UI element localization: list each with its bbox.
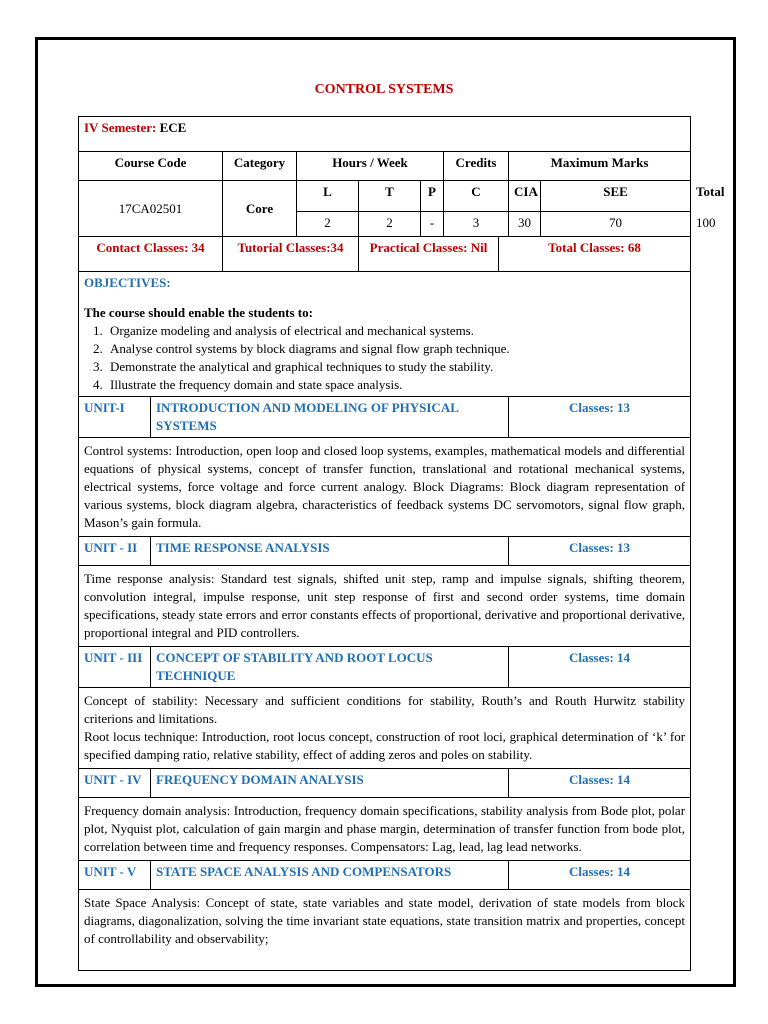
subheader-cia: CIA <box>509 181 541 212</box>
objective-item: 3. Demonstrate the analytical and graphical techniques to study the stability. <box>106 358 685 376</box>
objective-item: 4. Illustrate the frequency domain and state space analysis. <box>106 376 685 394</box>
unit-5-header <box>79 861 691 890</box>
unit-1-label: UNIT-I <box>79 397 151 438</box>
unit-1-title: INTRODUCTION AND MODELING OF PHYSICAL SYSTEMS <box>151 397 509 438</box>
subheader-row: 17CA02501 Core L T P C CIA SEE Total <box>79 181 691 212</box>
unit-2-content: Time response analysis: Standard test signals, shifted unit step, ramp and impulse signals, shifting theorem, convolution integral, impulse response, unit step response of first and second order systems, time domain specifications, steady state errors and error constants effects of proportional, derivative and proportional derivative, proportional integral and PID controllers. <box>79 566 691 647</box>
page-title: CONTROL SYSTEMS <box>314 82 454 97</box>
header-course-code: Course Code <box>79 152 223 181</box>
unit-3-header <box>79 647 691 688</box>
value-c: 3 <box>444 212 509 237</box>
value-cia: 30 <box>509 212 541 237</box>
unit-5-content: State Space Analysis: Concept of state, state variables and state model, derivation of state models from block diagrams, diagonalization, solving the time invariant state equations, state transition matrix and properties, concept of controllability and observability; <box>79 890 691 971</box>
unit-4-content: Frequency domain analysis: Introduction, frequency domain specifications, stability analysis from Bode plot, polar plot, Nyquist plot, calculation of gain margin and phase margin, determination of transfer function from bode plot, correlation between time and frequency responses. Compensators: Lag, lead, lag lead networks. <box>79 798 691 861</box>
subheader-see: SEE <box>541 181 691 212</box>
header-hours-week: Hours / Week <box>297 152 444 181</box>
objectives-list <box>84 322 685 394</box>
value-t: 2 <box>359 212 421 237</box>
unit-1-content-row <box>79 438 691 537</box>
unit-4-title: FREQUENCY DOMAIN ANALYSIS <box>151 769 509 798</box>
unit-2-title: TIME RESPONSE ANALYSIS <box>151 537 509 566</box>
unit-5-classes: Classes: 14 <box>509 861 691 890</box>
subheader-p: P <box>421 181 444 212</box>
value-see: 70 <box>541 212 691 237</box>
unit-2-header <box>79 537 691 566</box>
unit-2-classes: Classes: 13 <box>509 537 691 566</box>
tutorial-classes: Tutorial Classes:34 <box>223 237 359 272</box>
objective-item: 2. Analyse control systems by block diagrams and signal flow graph technique. <box>106 340 685 358</box>
header-category: Category <box>223 152 297 181</box>
practical-classes: Practical Classes: Nil <box>359 237 499 272</box>
unit-3-content-2: Root locus technique: Introduction, root locus concept, construction of root loci, graphical determination of ‘k’ for specified damping ratio, relative stability, effect of adding zeros and poles on stability. <box>84 729 686 762</box>
semester-row <box>79 117 691 152</box>
classes-row <box>79 237 691 272</box>
unit-3-content: Concept of stability: Necessary and sufficient conditions for stability, Routh’s and Routh Hurwitz stability criterions and limitations. <box>84 693 686 726</box>
unit-2-content-row <box>79 566 691 647</box>
unit-4-classes: Classes: 14 <box>509 769 691 798</box>
objective-item: 1. Organize modeling and analysis of electrical and mechanical systems. <box>106 322 685 340</box>
unit-2-label: UNIT - II <box>79 537 151 566</box>
unit-4-header <box>79 769 691 798</box>
unit-3-label: UNIT - III <box>79 647 151 688</box>
unit-5-label: UNIT - V <box>79 861 151 890</box>
category-value: Core <box>223 181 297 237</box>
header-row <box>79 152 691 181</box>
unit-1-header <box>79 397 691 438</box>
value-p: - <box>421 212 444 237</box>
unit-4-label: UNIT - IV <box>79 769 151 798</box>
unit-3-classes: Classes: 14 <box>509 647 691 688</box>
objectives-intro: The course should enable the students to: <box>84 305 313 320</box>
unit-3-title: CONCEPT OF STABILITY AND ROOT LOCUS TECHNIQUE <box>151 647 509 688</box>
contact-classes: Contact Classes: 34 <box>79 237 223 272</box>
header-max-marks: Maximum Marks <box>509 152 691 181</box>
subheader-t: T <box>359 181 421 212</box>
unit-4-content-row <box>79 798 691 861</box>
syllabus-table <box>78 116 725 971</box>
unit-1-classes: Classes: 13 <box>509 397 691 438</box>
semester-label: IV Semester: <box>84 120 157 135</box>
subheader-l: L <box>297 181 359 212</box>
unit-5-content-row <box>79 890 691 971</box>
objectives-heading: OBJECTIVES: <box>84 275 171 290</box>
objectives-row <box>79 272 691 397</box>
semester-value: ECE <box>159 120 187 135</box>
course-code-value: 17CA02501 <box>79 181 223 237</box>
value-l: 2 <box>297 212 359 237</box>
unit-5-title: STATE SPACE ANALYSIS AND COMPENSATORS <box>151 861 509 890</box>
unit-1-content: Control systems: Introduction, open loop and closed loop systems, examples, mathematical models and differential equations of physical systems, concept of transfer function, translational and rotational mechanical systems, electrical systems, force voltage and force current analogy. Block Diagrams: Block diagram representation of various systems, block diagram algebra, characteristics of feedback systems DC servomotors, signal flow graph, Mason’s gain formula. <box>79 438 691 537</box>
total-classes: Total Classes: 68 <box>499 237 691 272</box>
values-row: 2 2 - 3 30 70 100 <box>79 212 691 237</box>
unit-3-content-row <box>79 688 691 769</box>
header-credits: Credits <box>444 152 509 181</box>
subheader-c: C <box>444 181 509 212</box>
